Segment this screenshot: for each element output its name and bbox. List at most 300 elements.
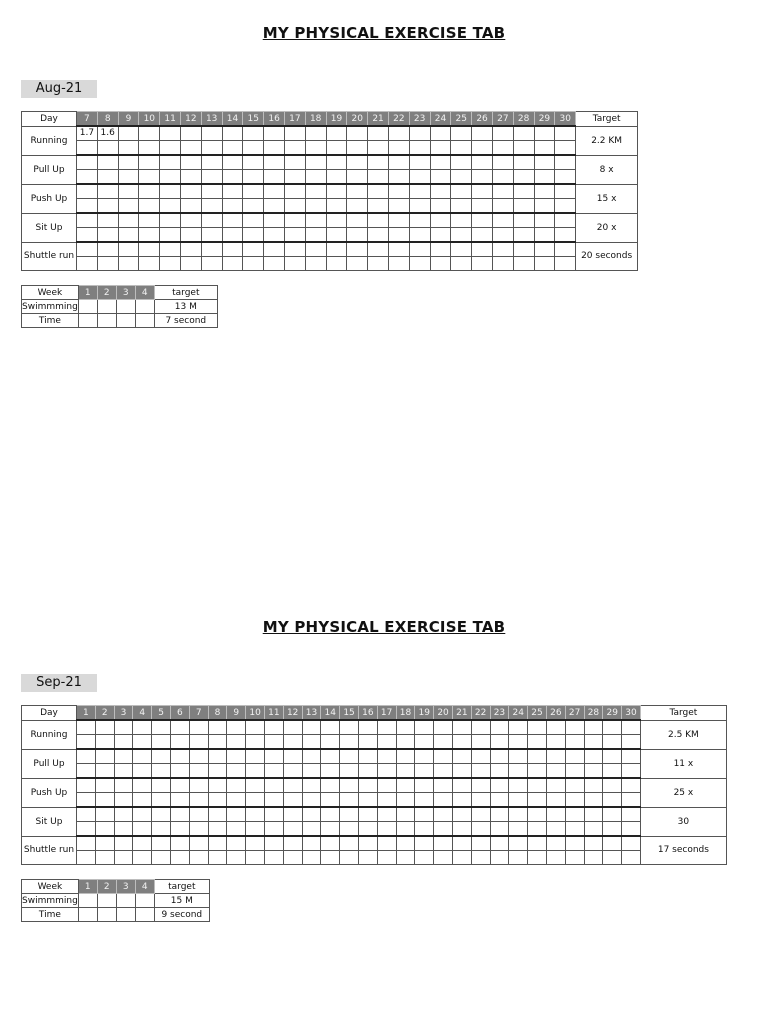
entry-cell[interactable] <box>622 807 641 822</box>
entry-cell[interactable] <box>492 242 513 257</box>
entry-cell[interactable] <box>133 793 152 808</box>
entry-cell[interactable] <box>139 228 160 243</box>
entry-cell[interactable] <box>492 170 513 185</box>
entry-cell[interactable] <box>471 720 490 735</box>
entry-cell[interactable] <box>302 836 321 851</box>
entry-cell[interactable] <box>208 836 227 851</box>
entry-cell[interactable] <box>584 836 603 851</box>
entry-cell[interactable] <box>472 228 493 243</box>
entry-cell[interactable] <box>180 184 201 199</box>
entry-cell[interactable] <box>472 213 493 228</box>
entry-cell[interactable] <box>305 213 326 228</box>
entry-cell[interactable] <box>409 155 430 170</box>
entry-cell[interactable] <box>264 184 285 199</box>
entry-cell[interactable] <box>340 720 359 735</box>
entry-cell[interactable] <box>388 141 409 156</box>
entry-cell[interactable] <box>139 257 160 271</box>
entry-cell[interactable] <box>77 720 96 735</box>
entry-cell[interactable] <box>471 822 490 837</box>
entry-cell[interactable] <box>396 735 415 750</box>
entry-cell[interactable] <box>170 793 189 808</box>
entry-cell[interactable] <box>565 749 584 764</box>
entry-cell[interactable] <box>555 228 576 243</box>
entry-cell[interactable] <box>377 793 396 808</box>
entry-cell[interactable] <box>409 257 430 271</box>
entry-cell[interactable] <box>246 793 265 808</box>
entry-cell[interactable] <box>77 807 96 822</box>
entry-cell[interactable] <box>565 764 584 779</box>
entry-cell[interactable] <box>471 793 490 808</box>
entry-cell[interactable] <box>227 778 246 793</box>
entry-cell[interactable] <box>396 778 415 793</box>
entry-cell[interactable] <box>472 199 493 214</box>
entry-cell[interactable] <box>326 199 347 214</box>
entry-cell[interactable] <box>513 199 534 214</box>
entry-cell[interactable] <box>347 228 368 243</box>
weekly-entry-cell[interactable] <box>116 300 135 314</box>
entry-cell[interactable] <box>451 228 472 243</box>
entry-cell[interactable] <box>347 141 368 156</box>
entry-cell[interactable] <box>133 807 152 822</box>
entry-cell[interactable] <box>302 720 321 735</box>
entry-cell[interactable] <box>546 836 565 851</box>
entry-cell[interactable] <box>321 822 340 837</box>
entry-cell[interactable] <box>152 778 171 793</box>
entry-cell[interactable] <box>492 141 513 156</box>
entry-cell[interactable] <box>302 764 321 779</box>
entry-cell[interactable] <box>160 257 181 271</box>
entry-cell[interactable] <box>546 822 565 837</box>
entry-cell[interactable] <box>227 807 246 822</box>
entry-cell[interactable] <box>452 778 471 793</box>
entry-cell[interactable] <box>114 720 133 735</box>
entry-cell[interactable] <box>396 749 415 764</box>
entry-cell[interactable] <box>208 807 227 822</box>
entry-cell[interactable] <box>326 242 347 257</box>
entry-cell[interactable] <box>546 851 565 865</box>
entry-cell[interactable] <box>555 184 576 199</box>
entry-cell[interactable] <box>555 257 576 271</box>
entry-cell[interactable] <box>227 764 246 779</box>
entry-cell[interactable] <box>492 257 513 271</box>
entry-cell[interactable] <box>180 199 201 214</box>
entry-cell[interactable] <box>603 735 622 750</box>
entry-cell[interactable] <box>160 242 181 257</box>
entry-cell[interactable] <box>451 126 472 141</box>
entry-cell[interactable] <box>603 793 622 808</box>
entry-cell[interactable] <box>118 126 139 141</box>
entry-cell[interactable] <box>283 851 302 865</box>
entry-cell[interactable] <box>284 213 305 228</box>
entry-cell[interactable] <box>305 257 326 271</box>
entry-cell[interactable] <box>513 213 534 228</box>
entry-cell[interactable] <box>246 749 265 764</box>
entry-cell[interactable] <box>152 749 171 764</box>
entry-cell[interactable] <box>340 764 359 779</box>
entry-cell[interactable] <box>492 126 513 141</box>
entry-cell[interactable] <box>97 242 118 257</box>
entry-cell[interactable] <box>513 242 534 257</box>
entry-cell[interactable] <box>388 199 409 214</box>
entry-cell[interactable] <box>368 126 389 141</box>
entry-cell[interactable] <box>396 720 415 735</box>
entry-cell[interactable] <box>302 807 321 822</box>
entry-cell[interactable] <box>377 720 396 735</box>
entry-cell[interactable] <box>388 155 409 170</box>
entry-cell[interactable] <box>555 170 576 185</box>
entry-cell[interactable] <box>358 720 377 735</box>
entry-cell[interactable] <box>622 836 641 851</box>
entry-cell[interactable] <box>283 793 302 808</box>
entry-cell[interactable] <box>152 807 171 822</box>
entry-cell[interactable] <box>321 764 340 779</box>
entry-cell[interactable] <box>95 764 114 779</box>
entry-cell[interactable] <box>430 126 451 141</box>
entry-cell[interactable] <box>603 764 622 779</box>
entry-cell[interactable] <box>415 749 434 764</box>
entry-cell[interactable] <box>222 228 243 243</box>
entry-cell[interactable] <box>264 778 283 793</box>
entry-cell[interactable] <box>246 764 265 779</box>
entry-cell[interactable] <box>513 228 534 243</box>
entry-cell[interactable] <box>243 213 264 228</box>
entry-cell[interactable] <box>534 199 555 214</box>
entry-cell[interactable] <box>368 184 389 199</box>
entry-cell[interactable] <box>377 807 396 822</box>
entry-cell[interactable] <box>302 793 321 808</box>
entry-cell[interactable] <box>118 213 139 228</box>
entry-cell[interactable] <box>326 170 347 185</box>
entry-cell[interactable] <box>284 199 305 214</box>
entry-cell[interactable] <box>133 822 152 837</box>
entry-cell[interactable] <box>243 199 264 214</box>
entry-cell[interactable] <box>302 822 321 837</box>
entry-cell[interactable] <box>201 170 222 185</box>
entry-cell[interactable] <box>321 720 340 735</box>
entry-cell[interactable] <box>264 807 283 822</box>
entry-cell[interactable] <box>509 735 528 750</box>
entry-cell[interactable] <box>409 228 430 243</box>
entry-cell[interactable] <box>160 141 181 156</box>
entry-cell[interactable] <box>222 199 243 214</box>
entry-cell[interactable] <box>77 199 98 214</box>
entry-cell[interactable] <box>603 778 622 793</box>
entry-cell[interactable] <box>546 720 565 735</box>
entry-cell[interactable] <box>396 851 415 865</box>
entry-cell[interactable] <box>201 155 222 170</box>
entry-cell[interactable] <box>388 213 409 228</box>
entry-cell[interactable] <box>208 764 227 779</box>
entry-cell[interactable] <box>434 778 453 793</box>
entry-cell[interactable] <box>509 822 528 837</box>
entry-cell[interactable] <box>152 851 171 865</box>
entry-cell[interactable] <box>283 807 302 822</box>
entry-cell[interactable] <box>321 735 340 750</box>
entry-cell[interactable] <box>114 778 133 793</box>
entry-cell[interactable] <box>160 213 181 228</box>
entry-cell[interactable] <box>430 155 451 170</box>
entry-cell[interactable] <box>321 851 340 865</box>
entry-cell[interactable] <box>95 793 114 808</box>
entry-cell[interactable] <box>302 735 321 750</box>
entry-cell[interactable] <box>222 155 243 170</box>
entry-cell[interactable] <box>305 242 326 257</box>
entry-cell[interactable] <box>77 778 96 793</box>
entry-cell[interactable] <box>208 720 227 735</box>
entry-cell[interactable] <box>555 126 576 141</box>
entry-cell[interactable] <box>509 807 528 822</box>
entry-cell[interactable] <box>180 228 201 243</box>
entry-cell[interactable] <box>264 735 283 750</box>
entry-cell[interactable] <box>340 793 359 808</box>
entry-cell[interactable] <box>492 228 513 243</box>
entry-cell[interactable] <box>139 242 160 257</box>
entry-cell[interactable] <box>97 141 118 156</box>
entry-cell[interactable] <box>95 851 114 865</box>
entry-cell[interactable] <box>430 170 451 185</box>
entry-cell[interactable] <box>133 749 152 764</box>
entry-cell[interactable] <box>622 720 641 735</box>
entry-cell[interactable] <box>114 749 133 764</box>
entry-cell[interactable] <box>396 793 415 808</box>
entry-cell[interactable] <box>534 257 555 271</box>
entry-cell[interactable] <box>227 735 246 750</box>
entry-cell[interactable] <box>555 141 576 156</box>
entry-cell[interactable] <box>283 836 302 851</box>
entry-cell[interactable] <box>227 836 246 851</box>
entry-cell[interactable] <box>152 822 171 837</box>
entry-cell[interactable] <box>534 228 555 243</box>
entry-cell[interactable] <box>472 155 493 170</box>
entry-cell[interactable] <box>243 242 264 257</box>
entry-cell[interactable] <box>264 213 285 228</box>
entry-cell[interactable] <box>77 170 98 185</box>
entry-cell[interactable] <box>189 807 208 822</box>
entry-cell[interactable] <box>534 213 555 228</box>
entry-cell[interactable] <box>208 851 227 865</box>
entry-cell[interactable] <box>358 851 377 865</box>
entry-cell[interactable] <box>305 141 326 156</box>
entry-cell[interactable] <box>415 851 434 865</box>
entry-cell[interactable] <box>160 199 181 214</box>
entry-cell[interactable] <box>434 735 453 750</box>
entry-cell[interactable] <box>222 126 243 141</box>
entry-cell[interactable] <box>347 155 368 170</box>
entry-cell[interactable] <box>77 242 98 257</box>
entry-cell[interactable] <box>434 807 453 822</box>
entry-cell[interactable] <box>305 228 326 243</box>
entry-cell[interactable] <box>95 749 114 764</box>
entry-cell[interactable] <box>368 242 389 257</box>
weekly-entry-cell[interactable] <box>78 894 97 908</box>
entry-cell[interactable] <box>208 793 227 808</box>
entry-cell[interactable] <box>201 141 222 156</box>
entry-cell[interactable] <box>326 184 347 199</box>
entry-cell[interactable] <box>284 126 305 141</box>
entry-cell[interactable] <box>133 851 152 865</box>
entry-cell[interactable] <box>490 749 509 764</box>
entry-cell[interactable] <box>222 257 243 271</box>
entry-cell[interactable] <box>471 807 490 822</box>
entry-cell[interactable] <box>189 735 208 750</box>
entry-cell[interactable] <box>528 822 547 837</box>
entry-cell[interactable] <box>243 170 264 185</box>
entry-cell[interactable] <box>388 228 409 243</box>
entry-cell[interactable] <box>528 836 547 851</box>
entry-cell[interactable] <box>603 822 622 837</box>
entry-cell[interactable] <box>264 822 283 837</box>
entry-cell[interactable] <box>201 242 222 257</box>
entry-cell[interactable] <box>284 170 305 185</box>
entry-cell[interactable] <box>180 257 201 271</box>
entry-cell[interactable] <box>152 735 171 750</box>
entry-cell[interactable] <box>201 257 222 271</box>
entry-cell[interactable] <box>189 793 208 808</box>
entry-cell[interactable] <box>377 836 396 851</box>
entry-cell[interactable] <box>97 155 118 170</box>
entry-cell[interactable] <box>388 184 409 199</box>
entry-cell[interactable] <box>139 126 160 141</box>
entry-cell[interactable] <box>622 764 641 779</box>
entry-cell[interactable] <box>472 141 493 156</box>
entry-cell[interactable] <box>160 228 181 243</box>
entry-cell[interactable] <box>546 793 565 808</box>
entry-cell[interactable] <box>77 184 98 199</box>
entry-cell[interactable] <box>584 778 603 793</box>
entry-cell[interactable] <box>77 735 96 750</box>
entry-cell[interactable] <box>358 807 377 822</box>
entry-cell[interactable] <box>97 213 118 228</box>
entry-cell[interactable] <box>415 836 434 851</box>
entry-cell[interactable] <box>180 126 201 141</box>
entry-cell[interactable] <box>222 170 243 185</box>
entry-cell[interactable] <box>415 735 434 750</box>
entry-cell[interactable] <box>565 822 584 837</box>
entry-cell[interactable] <box>95 807 114 822</box>
entry-cell[interactable] <box>603 836 622 851</box>
entry-cell[interactable] <box>584 735 603 750</box>
entry-cell[interactable] <box>415 720 434 735</box>
entry-cell[interactable] <box>170 735 189 750</box>
entry-cell[interactable] <box>264 720 283 735</box>
entry-cell[interactable] <box>584 764 603 779</box>
entry-cell[interactable] <box>160 155 181 170</box>
entry-cell[interactable] <box>243 257 264 271</box>
entry-cell[interactable] <box>180 155 201 170</box>
entry-cell[interactable] <box>451 170 472 185</box>
entry-cell[interactable] <box>180 213 201 228</box>
entry-cell[interactable] <box>246 822 265 837</box>
entry-cell[interactable] <box>152 720 171 735</box>
entry-cell[interactable] <box>490 851 509 865</box>
entry-cell[interactable] <box>622 778 641 793</box>
entry-cell[interactable] <box>77 228 98 243</box>
entry-cell[interactable] <box>622 851 641 865</box>
entry-cell[interactable] <box>492 213 513 228</box>
entry-cell[interactable] <box>170 778 189 793</box>
entry-cell[interactable] <box>565 807 584 822</box>
entry-cell[interactable] <box>321 836 340 851</box>
entry-cell[interactable] <box>603 720 622 735</box>
entry-cell[interactable] <box>283 822 302 837</box>
entry-cell[interactable] <box>264 851 283 865</box>
entry-cell[interactable] <box>377 851 396 865</box>
entry-cell[interactable] <box>546 735 565 750</box>
entry-cell[interactable] <box>565 735 584 750</box>
entry-cell[interactable] <box>452 793 471 808</box>
entry-cell[interactable] <box>170 764 189 779</box>
entry-cell[interactable] <box>434 764 453 779</box>
entry-cell[interactable] <box>133 836 152 851</box>
entry-cell[interactable] <box>264 126 285 141</box>
entry-cell[interactable] <box>95 778 114 793</box>
entry-cell[interactable] <box>118 155 139 170</box>
entry-cell[interactable] <box>133 720 152 735</box>
entry-cell[interactable] <box>160 126 181 141</box>
entry-cell[interactable] <box>264 228 285 243</box>
entry-cell[interactable] <box>95 836 114 851</box>
entry-cell[interactable] <box>347 242 368 257</box>
entry-cell[interactable] <box>243 184 264 199</box>
entry-cell[interactable] <box>118 228 139 243</box>
entry-cell[interactable] <box>347 184 368 199</box>
entry-cell[interactable] <box>222 242 243 257</box>
entry-cell[interactable] <box>555 155 576 170</box>
entry-cell[interactable] <box>264 257 285 271</box>
entry-cell[interactable] <box>534 184 555 199</box>
entry-cell[interactable] <box>584 851 603 865</box>
entry-cell[interactable] <box>189 764 208 779</box>
entry-cell[interactable] <box>264 141 285 156</box>
entry-cell[interactable] <box>284 141 305 156</box>
entry-cell[interactable] <box>284 228 305 243</box>
entry-cell[interactable] <box>451 141 472 156</box>
entry-cell[interactable] <box>246 851 265 865</box>
entry-cell[interactable] <box>170 822 189 837</box>
entry-cell[interactable] <box>284 242 305 257</box>
entry-cell[interactable] <box>246 778 265 793</box>
entry-cell[interactable] <box>170 851 189 865</box>
entry-cell[interactable] <box>118 184 139 199</box>
entry-cell[interactable] <box>201 126 222 141</box>
entry-cell[interactable] <box>305 155 326 170</box>
entry-cell[interactable] <box>490 735 509 750</box>
entry-cell[interactable] <box>347 213 368 228</box>
entry-cell[interactable] <box>340 778 359 793</box>
entry-cell[interactable] <box>490 822 509 837</box>
entry-cell[interactable] <box>528 851 547 865</box>
entry-cell[interactable] <box>430 199 451 214</box>
entry-cell[interactable] <box>77 257 98 271</box>
entry-cell[interactable] <box>509 851 528 865</box>
entry-cell[interactable] <box>396 807 415 822</box>
weekly-entry-cell[interactable] <box>78 300 97 314</box>
entry-cell[interactable] <box>180 170 201 185</box>
entry-cell[interactable] <box>284 184 305 199</box>
entry-cell[interactable] <box>472 184 493 199</box>
entry-cell[interactable] <box>415 822 434 837</box>
entry-cell[interactable] <box>490 807 509 822</box>
entry-cell[interactable] <box>555 213 576 228</box>
entry-cell[interactable] <box>368 257 389 271</box>
entry-cell[interactable] <box>305 199 326 214</box>
entry-cell[interactable] <box>77 851 96 865</box>
entry-cell[interactable] <box>377 764 396 779</box>
entry-cell[interactable] <box>189 836 208 851</box>
entry-cell[interactable] <box>264 199 285 214</box>
entry-cell[interactable] <box>409 141 430 156</box>
entry-cell[interactable] <box>302 851 321 865</box>
